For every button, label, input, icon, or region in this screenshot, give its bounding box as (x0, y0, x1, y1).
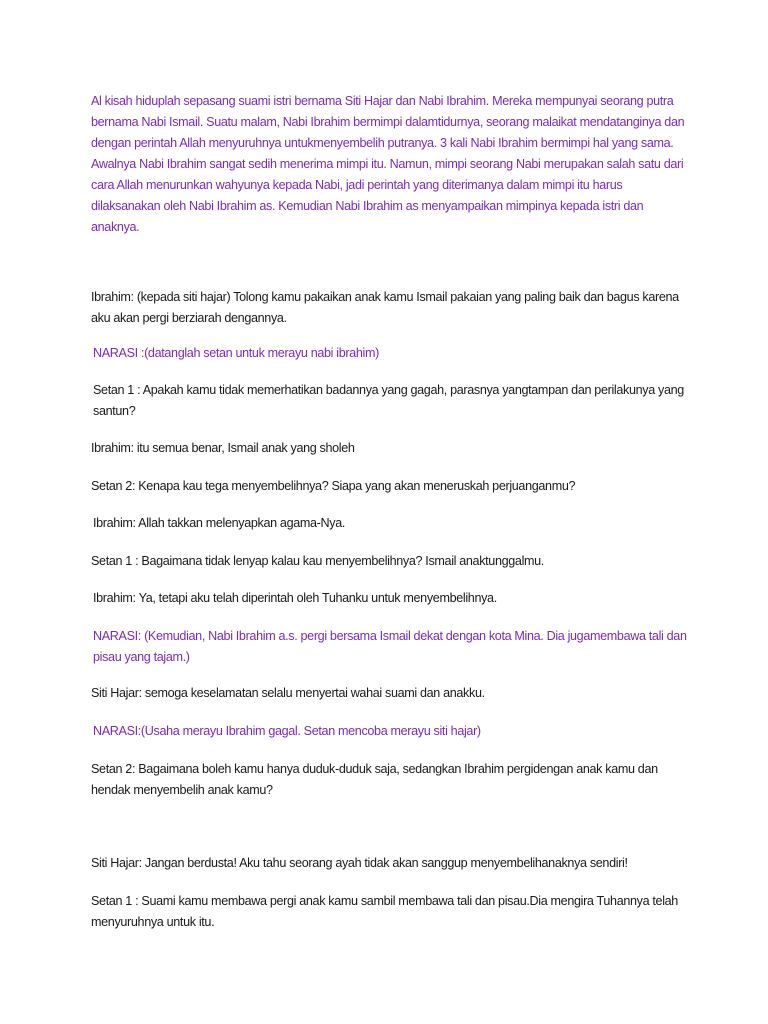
dialogue-ibrahim-1: Ibrahim: (kepada siti hajar) Tolong kamu pakaikan anak kamu Ismail pakaian yang paling baik dan bagus karena aku akan pergi berziarah dengannya. (91, 290, 679, 325)
dialogue-setan2-2: Setan 2: Bagaimana boleh kamu hanya duduk-duduk saja, sedangkan Ibrahim pergidengan anak kamu dan hendak menyembelih anak kamu? (91, 762, 658, 797)
dialogue-setan1-2: Setan 1 : Bagaimana tidak lenyap kalau kau menyembelihnya? Ismail anaktunggalmu. (91, 554, 544, 568)
dialogue-setan2-1: Setan 2: Kenapa kau tega menyembelihnya? Siapa yang akan meneruskah perjuanganmu? (91, 479, 576, 493)
dialogue-ibrahim-4: Ibrahim: Ya, tetapi aku telah diperintah oleh Tuhanku untuk menyembelihnya. (93, 591, 497, 605)
dialogue-ibrahim-2: Ibrahim: itu semua benar, Ismail anak yang sholeh (91, 441, 355, 455)
dialogue-setan1-1: Setan 1 : Apakah kamu tidak memerhatikan badannya yang gagah, parasnya yangtampan dan perilakunya yang santun? (93, 383, 684, 418)
narration-1: NARASI :(datanglah setan untuk merayu nabi ibrahim) (93, 346, 379, 360)
dialogue-sitihajar-1: Siti Hajar: semoga keselamatan selalu menyertai wahai suami dan anakku. (91, 686, 485, 700)
narration-3: NARASI:(Usaha merayu Ibrahim gagal. Setan mencoba merayu siti hajar) (93, 724, 481, 738)
intro-narrative-paragraph: Al kisah hiduplah sepasang suami istri bernama Siti Hajar dan Nabi Ibrahim. Mereka mempunyai seorang putra bernama Nabi Ismail. Suatu malam, Nabi Ibrahim bermimpi dalamtidurnya, seorang malaikat mendatanginya dan dengan perintah Allah menyuruhnya untukmenyembelih putranya. 3 kali Nabi Ibrahim bermimpi hal yang sama. Awalnya Nabi Ibrahim sangat sedih menerima mimpi itu. Namun, mimpi seorang Nabi merupakan salah satu dari cara Allah menurunkan wahyunya kepada Nabi, jadi perintah yang diterimanya dalam mimpi itu harus dilaksanakan oleh Nabi Ibrahim as. Kemudian Nabi Ibrahim as menyampaikan mimpinya kepada istri dan anaknya. (91, 94, 685, 234)
dialogue-ibrahim-3: Ibrahim: Allah takkan melenyapkan agama-Nya. (93, 516, 346, 530)
dialogue-setan1-3: Setan 1 : Suami kamu membawa pergi anak kamu sambil membawa tali dan pisau.Dia mengira Tuhannya telah menyuruhnya untuk itu. (91, 894, 678, 929)
dialogue-sitihajar-2: Siti Hajar: Jangan berdusta! Aku tahu seorang ayah tidak akan sanggup menyembelihanaknya sendiri! (91, 856, 628, 870)
narration-2: NARASI: (Kemudian, Nabi Ibrahim a.s. pergi bersama Ismail dekat dengan kota Mina. Dia jugamembawa tali dan pisau yang tajam.) (93, 629, 687, 664)
